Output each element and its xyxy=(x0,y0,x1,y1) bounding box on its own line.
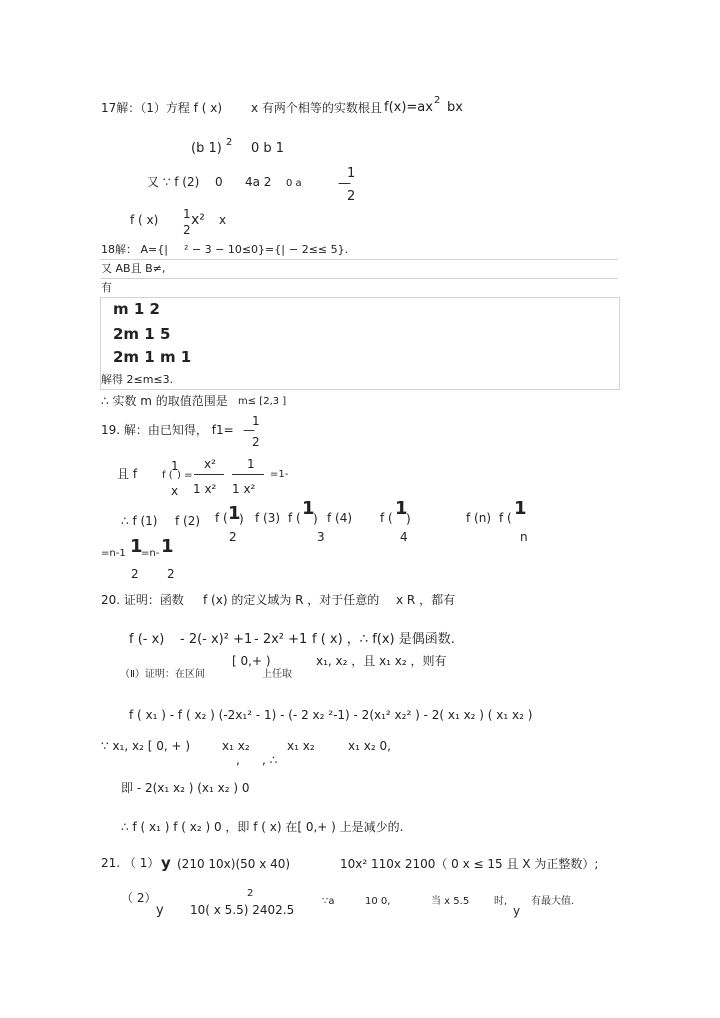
p20-line5a: ∵ x₁, x₂ [ 0, + ) xyxy=(101,739,191,753)
p19-line3i-den: n xyxy=(520,530,528,544)
p17-bx: bx xyxy=(447,100,463,115)
p21-line2-sup: 2 xyxy=(247,888,254,899)
p19-line3f: f (4) xyxy=(327,511,353,525)
p17-line4-x: x² xyxy=(191,212,205,228)
p19-line3e-paren: ) xyxy=(313,512,318,526)
p19-line2-den: x xyxy=(171,484,179,498)
p19-line2-num2: 1 xyxy=(247,457,255,471)
p17-line3d: 0 a xyxy=(286,178,302,189)
p19-line3b: f (2) xyxy=(175,514,201,528)
p18-system-row3: 2m 1 m 1 xyxy=(113,348,192,366)
p21-line2d: 10 0, xyxy=(365,896,391,907)
p20-head: 20. 证明：函数 xyxy=(101,593,184,607)
p20-line5d: x₁ x₂ xyxy=(287,739,315,753)
p19-line2-den2: 1 x² xyxy=(232,482,256,496)
p21-line1: (210 10x)(50 x 40) xyxy=(177,857,291,871)
p19-line3g-num: 1 xyxy=(395,498,408,519)
p19-line3g-den: 4 xyxy=(400,530,408,544)
p21-line2b: 10( x 5.5) 2402.5 xyxy=(190,903,295,917)
p18-mid: ² − 3 − 10≤0}={| xyxy=(184,243,285,256)
p18-tail: − 2≤≤ 5}. xyxy=(289,243,349,256)
p19-line2f: f ( xyxy=(162,470,173,481)
p17-line4-den: 2 xyxy=(183,223,191,237)
p19-line3c-paren: ) xyxy=(239,512,244,526)
p19-line4a: =n-1 xyxy=(101,548,126,559)
p21-line1b: 10x² 110x 2100（ 0 x ≤ 15 且 X 为正整数）; xyxy=(340,857,599,871)
p18-solution: 解得 2≤m≤3. xyxy=(101,373,174,386)
p19-line2-eq: ) = xyxy=(177,470,193,481)
p19-line3c-num: 1 xyxy=(228,503,241,524)
p17-tail: x 有两个相等的实数根且 xyxy=(251,101,382,115)
p19-line3c-den: 2 xyxy=(229,530,237,544)
p20-line3a: （Ⅱ）证明：在区间 xyxy=(120,669,205,680)
p19-line2-num1: x² xyxy=(204,457,216,471)
p20-line5c: , xyxy=(236,753,240,767)
p19-line4-den2: 2 xyxy=(167,567,175,581)
p21-line2-y2: y xyxy=(513,904,521,918)
p18-range: m≤ [2,3 ] xyxy=(238,396,287,407)
p19-line3i: f ( xyxy=(499,511,512,525)
p19-line4-num2: 1 xyxy=(161,536,174,557)
p19-line3c: f ( xyxy=(215,511,228,525)
p18-line2: 又 AB且 B≠, xyxy=(101,262,166,275)
p19-fracbar2 xyxy=(232,474,264,475)
p18-line3: 有 xyxy=(101,281,112,294)
p19-line3a: ∴ f (1) xyxy=(121,514,158,528)
p17-sup2: 2 xyxy=(434,95,441,106)
p19-frac-minus: — xyxy=(243,423,255,437)
p17-line3b: 0 xyxy=(215,175,223,189)
p20-line4: f ( x₁ ) - f ( x₂ ) (-2x₁² - 1) - (- 2 x₂ ²-1) - 2(x₁² x₂² ) - 2( x₁ x₂ ) ( x₁ x₂ ) xyxy=(129,708,533,722)
p19-head: 19. 解：由已知得， f1= xyxy=(101,423,234,437)
p21-line2a: （ 2） xyxy=(121,891,157,905)
p19-line3e-den: 3 xyxy=(317,530,325,544)
p18-conclusion: ∴ 实数 m 的取值范围是 xyxy=(101,394,228,408)
p21-head: 21. （ 1） xyxy=(101,856,160,870)
p17-frac-den: 2 xyxy=(347,189,356,204)
p18-system-row1: m 1 2 xyxy=(113,300,160,318)
p19-line2-rest: =1- xyxy=(270,469,289,480)
p20-line3-interval: [ 0,+ ) xyxy=(232,654,271,668)
p20-line2d: f ( x) ，∴ f(x) 是偶函数. xyxy=(312,632,455,647)
p19-line4b: =n- xyxy=(141,548,160,559)
p19-line3e-num: 1 xyxy=(302,498,315,519)
p18-system-row2: 2m 1 5 xyxy=(113,325,171,343)
p17-line4b: x xyxy=(219,213,227,227)
p19-frac-den: 2 xyxy=(252,435,260,449)
p19-line3g: f ( xyxy=(380,511,393,525)
p20-line5e: x₁ x₂ 0, xyxy=(348,739,391,753)
p17-line3a: 又 ∵ f (2) xyxy=(147,175,200,189)
p19-line3i-num: 1 xyxy=(514,498,527,519)
p20-line2c: - 2x² +1 xyxy=(254,632,308,647)
p18-divider-top xyxy=(100,259,618,260)
p17-eq: f(x)=ax xyxy=(384,100,433,115)
p20-fx: f (x) 的定义域为 R ，对于任意的 xyxy=(203,593,380,607)
p19-fracbar1 xyxy=(194,474,224,475)
p17-line3c: 4a 2 xyxy=(245,175,272,189)
p18-divider-mid xyxy=(100,278,618,279)
p20-line3b: x₁, x₂ ，且 x₁ x₂ ，则有 xyxy=(316,654,447,668)
p19-line4-den1: 2 xyxy=(131,567,139,581)
p20-line6: 即 - 2(x₁ x₂ ) (x₁ x₂ ) 0 xyxy=(121,781,250,795)
p17-head: 17解：（1）方程 f ( x) xyxy=(101,101,223,115)
p21-line2e: 当 x 5.5 xyxy=(431,896,470,907)
p19-line3h: f (n) xyxy=(466,511,492,525)
p21-y: y xyxy=(161,854,171,872)
p18-head: 18解： A={| xyxy=(101,243,168,256)
p20-xr: x R ，都有 xyxy=(396,593,456,607)
p19-line2-num: 1 xyxy=(171,459,179,473)
p20-line5f: , ∴ xyxy=(262,753,278,767)
p21-line2f: 时, xyxy=(494,896,508,907)
p17-line2a: (b 1) xyxy=(191,141,222,156)
p17-line2-sup: 2 xyxy=(226,137,233,148)
p20-line2b: - 2(- x)² +1 xyxy=(180,632,253,647)
p17-frac-num: 1 xyxy=(347,166,356,181)
p20-line5b: x₁ x₂ xyxy=(222,739,250,753)
p17-line4a: f ( x) xyxy=(130,213,159,227)
p19-line2-den1: 1 x² xyxy=(193,482,217,496)
p17-line4-num: 1 xyxy=(183,207,191,221)
p19-line2a: 且 f xyxy=(117,467,138,481)
p21-line2c: ∵a xyxy=(322,896,335,907)
p17-line2b: 0 b 1 xyxy=(251,141,285,156)
p19-frac-num: 1 xyxy=(252,414,260,428)
p20-line3c: 上任取 xyxy=(262,669,292,680)
p20-line7: ∴ f ( x₁ ) f ( x₂ ) 0 ，即 f ( x) 在[ 0,+ ) 上是减少的. xyxy=(121,820,404,834)
p18-system-box xyxy=(100,297,620,390)
p20-line2a: f (- x) xyxy=(129,632,165,647)
p19-line3e: f ( xyxy=(288,511,301,525)
p21-line2-y: y xyxy=(156,903,164,918)
p17-frac-minus: — xyxy=(338,176,351,191)
p19-line4-num1: 1 xyxy=(130,536,143,557)
p19-line3d: f (3) xyxy=(255,511,281,525)
p19-line3g-paren: ) xyxy=(406,512,411,526)
p21-line2g: 有最大值. xyxy=(531,896,575,907)
